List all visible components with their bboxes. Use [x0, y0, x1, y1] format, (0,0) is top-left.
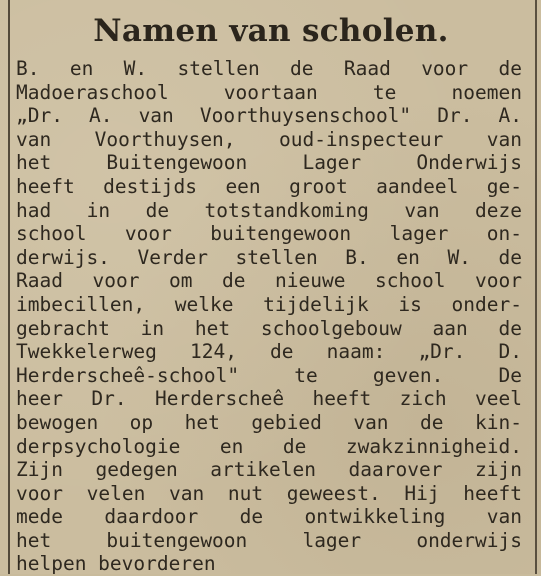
article-line: helpen bevorderen [16, 552, 216, 576]
article-line: bewogen op het gebied van de kin- [16, 410, 522, 434]
article-line: gebracht in het schoolgebouw aan de [16, 316, 522, 340]
article-line: school voor buitengewoon lager on- [16, 222, 522, 246]
article-line: mede daardoor de ontwikkeling van [16, 505, 522, 529]
article-line: Zijn gedegen artikelen daarover zijn [16, 458, 522, 482]
column-rule-left [8, 0, 10, 574]
article-line: van Voorthuysen, oud-inspecteur van [16, 127, 522, 151]
article-line: derwijs. Verder stellen B. en W. de [16, 245, 522, 269]
article-body [16, 57, 522, 576]
article-line: heer Dr. Herderscheê heeft zich veel [16, 387, 522, 411]
article-line: derpsychologie en de zwakzinnigheid. [16, 434, 522, 458]
article-line: Twekkelerweg 124, de naam: „Dr. D. [16, 340, 522, 364]
article-line: het Buitengewoon Lager Onderwijs [16, 151, 522, 175]
article-line: Madoeraschool voortaan te noemen [16, 80, 522, 104]
article-line: Herderscheê-school" te geven. De [16, 363, 522, 387]
article-line: heeft destijds een groot aandeel ge- [16, 174, 522, 198]
article-line: „Dr. A. van Voorthuysenschool" Dr. A. [16, 104, 522, 128]
article-line: voor velen van nut geweest. Hij heeft [16, 481, 522, 505]
article-line: Raad voor om de nieuwe school voor [16, 269, 522, 293]
article-headline: Namen van scholen. [93, 13, 449, 49]
column-rule-right [535, 0, 537, 574]
article-line: had in de totstandkoming van deze [16, 198, 522, 222]
article-line: imbecillen, welke tijdelijk is onder- [16, 292, 522, 316]
article-line: B. en W. stellen de Raad voor de [16, 57, 522, 80]
article-line: het buitengewoon lager onderwijs [16, 528, 522, 552]
